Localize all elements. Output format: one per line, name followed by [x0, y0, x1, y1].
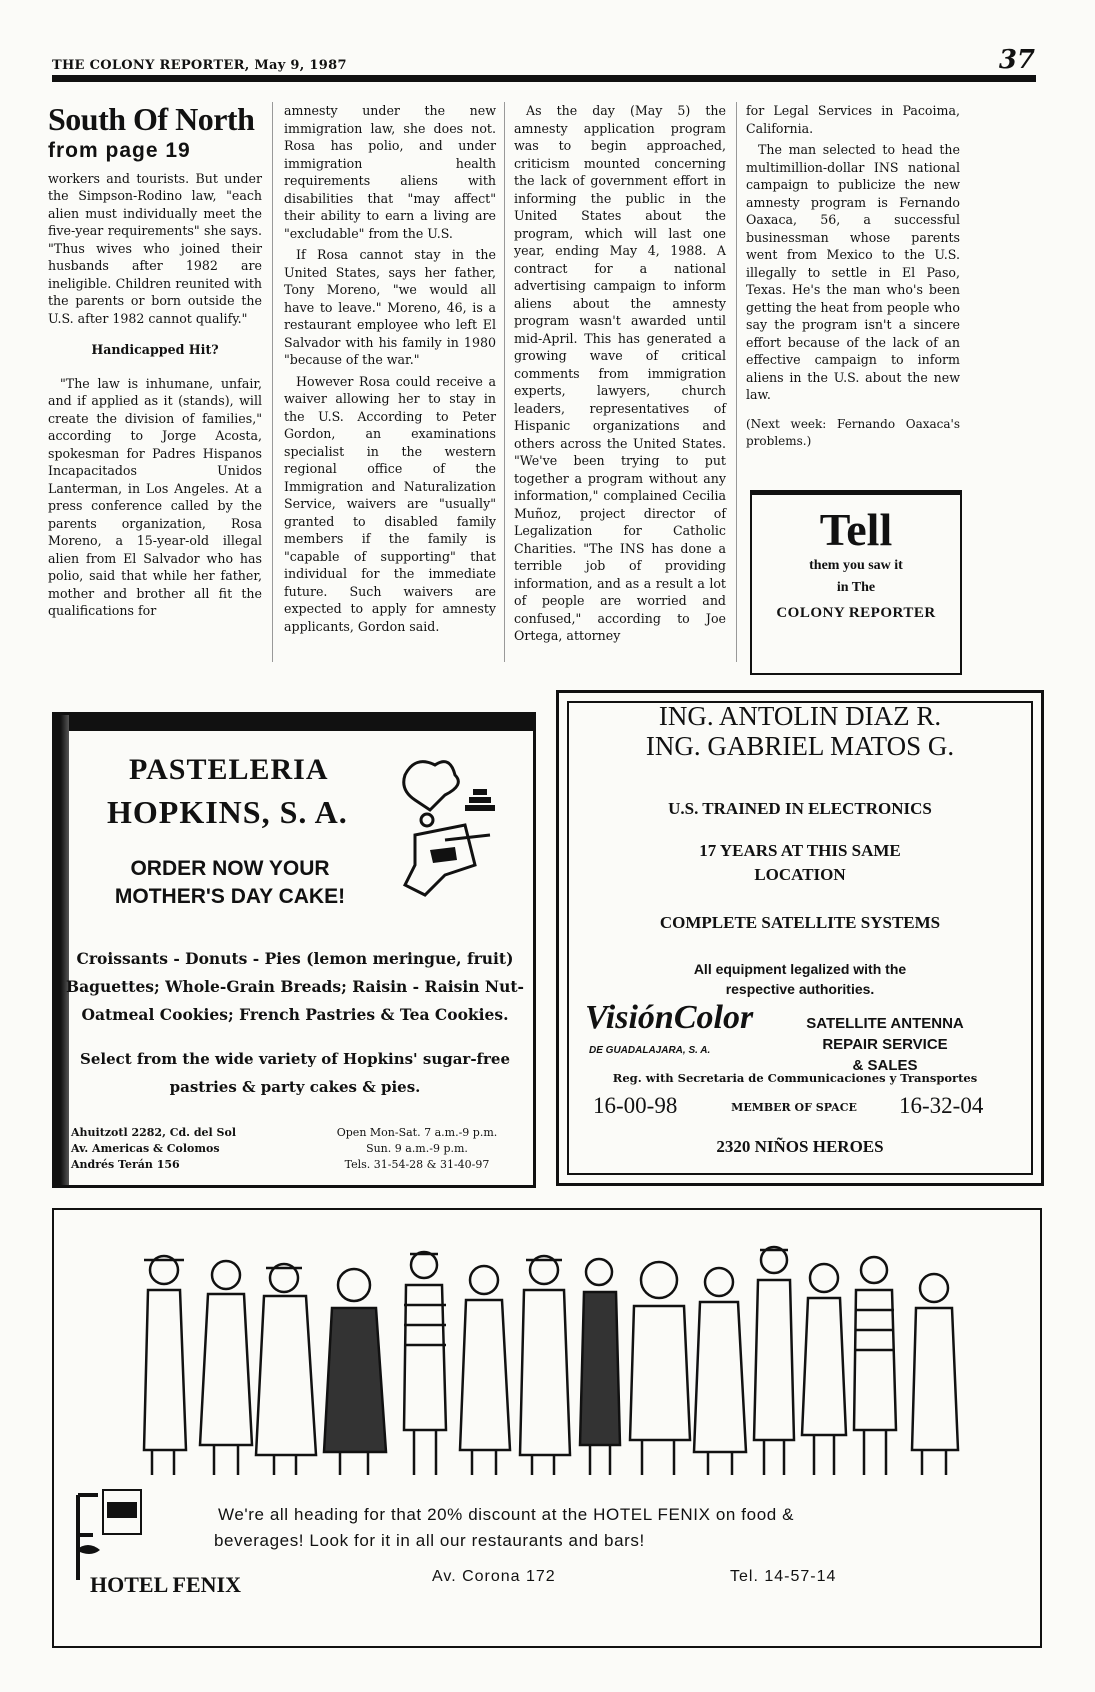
figure-icon	[404, 1252, 446, 1475]
visioncolor-subtitle: DE GUADALAJARA, S. A.	[589, 1045, 711, 1056]
figure-icon	[580, 1259, 620, 1475]
paragraph: for Legal Services in Pacoima, California.	[746, 103, 960, 136]
figure-icon	[754, 1247, 794, 1475]
figure-icon	[324, 1269, 386, 1475]
bakery-name-line-1: PASTELERIA	[129, 753, 329, 786]
service-block	[785, 1013, 985, 1076]
figure-icon	[802, 1264, 846, 1475]
electronics-ad	[556, 690, 1044, 1186]
figure-icon	[630, 1262, 690, 1475]
article-column-3	[514, 102, 726, 649]
select-line-2: pastries & party cakes & pies.	[169, 1078, 421, 1096]
column-divider	[272, 102, 273, 662]
article-column-1	[48, 102, 262, 624]
column-divider	[504, 102, 505, 662]
continued-from: from page 19	[48, 139, 191, 162]
trained-line: U.S. TRAINED IN ELECTRONICS	[668, 799, 932, 818]
product-line: Oatmeal Cookies; French Pastries & Tea Cookies.	[81, 1005, 509, 1024]
figure-icon	[460, 1266, 510, 1475]
phone-number-2: 16-32-04	[899, 1093, 984, 1118]
tell-line-2: in The	[836, 580, 876, 595]
running-header: THE COLONY REPORTER, May 9, 1987	[52, 58, 347, 73]
service-line: REPAIR SERVICE	[822, 1036, 948, 1053]
promo-line-1: We're all heading for that 20% discount at the HOTEL FENIX on food &	[218, 1505, 795, 1524]
bakery-addresses	[71, 1125, 236, 1173]
address-line: Av. Americas & Colomos	[71, 1142, 220, 1155]
next-week-note: (Next week: Fernando Oaxaca's problems.)	[746, 416, 960, 448]
years-line-2: LOCATION	[754, 865, 846, 884]
satellite-line: COMPLETE SATELLITE SYSTEMS	[659, 913, 941, 932]
hotel-fenix-ad	[52, 1208, 1042, 1648]
hours-line: Open Mon-Sat. 7 a.m.-9 p.m.	[336, 1126, 498, 1139]
header-rule	[52, 75, 1036, 82]
membership-line: MEMBER OF SPACE	[731, 1101, 857, 1114]
address-line: Ahuitzotl 2282, Cd. del Sol	[71, 1126, 236, 1139]
paragraph: The man selected to head the multimillion-dollar INS national campaign to publicize the new amnesty program is Fernando Oaxaca, 56, a successful businessman whose parents went from Mexico to the U.S. illegally to settle in El Paso, Texas. He's the man who's been getting the heat from people who say the program isn't a sincere effort because of the lack of an effective campaign to inform aliens in the U.S. about the new law.	[746, 142, 960, 402]
ad-border-bar	[55, 715, 533, 731]
figure-icon	[854, 1257, 896, 1475]
hotel-promo-text	[214, 1502, 795, 1554]
figure-icon	[256, 1264, 316, 1475]
product-list	[65, 945, 525, 1029]
figure-icon	[144, 1256, 186, 1475]
paragraph: "The law is inhumane, unfair, and if applied as it (stands), will create the division of families," according to Jorge Acosta, spokesman for Padres Hispanos Incapacitados Unidos Lanterman, in Los Angeles. At a press conference called by the parents organization, Rosa Moreno, a 15-year-old illegal alien from El Salvador who has polio, said that while her father, mother and brother all fit the qualifications for	[48, 375, 262, 618]
service-line: & SALES	[852, 1057, 918, 1074]
bakery-title	[107, 749, 348, 833]
article-column-4	[746, 102, 960, 451]
order-callout	[95, 855, 365, 911]
tell-line-1: them you saw it	[809, 558, 903, 573]
product-line: Baguettes; Whole-Grain Breads; Raisin - Raisin Nut-	[66, 977, 524, 996]
paragraph: amnesty under the new immigration law, she does not. Rosa has polio, and under immigration health requirements aliens with disabilities that "may affect" their ability to earn a living are "excludable" from the U.S.	[284, 103, 496, 241]
paragraph: However Rosa could receive a waiver allowing her to stay in the U.S. According to Peter Gordon, an examinations specialist in the western regional office of the Immigration and Naturalization Service, waivers are "usually" granted to disabled family members if the family is "capable of supporting" that individual for the immediate future. Such waivers are expected to apply for amnesty applicants, Gordon said.	[284, 373, 496, 634]
years-line-1: 17 YEARS AT THIS SAME	[699, 841, 901, 860]
shop-address: 2320 NIÑOS HEROES	[716, 1137, 884, 1156]
hours-line: Tels. 31-54-28 & 31-40-97	[344, 1158, 490, 1171]
engineer-name-2: ING. GABRIEL MATOS G.	[645, 731, 955, 761]
subhead: Handicapped Hit?	[91, 342, 219, 357]
column-divider	[736, 102, 737, 662]
tell-word: Tell	[819, 504, 893, 555]
equipment-line-2: respective authorities.	[725, 981, 875, 997]
sugar-free-note	[65, 1045, 525, 1101]
hotel-address: Av. Corona 172	[432, 1568, 556, 1585]
registration-line: Reg. with Secretaria de Communicaciones y Transportes	[612, 1071, 978, 1085]
order-line-2: MOTHER'S DAY CAKE!	[114, 885, 346, 908]
address-line: Andrés Terán 156	[71, 1158, 180, 1171]
article-column-2	[284, 102, 496, 639]
hotel-logo-name: HOTEL FENIX	[90, 1572, 241, 1597]
product-line: Croissants - Donuts - Pies (lemon meringue, fruit)	[76, 949, 514, 968]
hours-line: Sun. 9 a.m.-9 p.m.	[366, 1142, 468, 1155]
promo-line-2: beverages! Look for it in all our restaurants and bars!	[214, 1531, 645, 1550]
figure-icon	[200, 1261, 252, 1475]
figure-icon	[694, 1268, 746, 1475]
paragraph: As the day (May 5) the amnesty application program was to begin approached, criticism mounted concerning the lack of government effort in informing the public in the United States about the program, which will last one year, ending May 4, 1988. A contract for a national advertising campaign to inform aliens about the amnesty program wasn't awarded until mid-April. This has generated a growing wave of critical comments from immigration experts, lawyers, church leaders, representatives of Hispanic organizations and others across the United States. "We've been trying to put together a program without any information," complained Cecilia Muñoz, project director of Legalization for Catholic Charities. "The INS has done a terrible job of providing information, and as a result a lot of people are worried and confused," according to Joe Ortega, attorney	[514, 103, 726, 643]
engineer-name-1: ING. ANTOLIN DIAZ R.	[658, 701, 942, 731]
paragraph: If Rosa cannot stay in the United States, says her father, Tony Moreno, "we would all have to leave." Moreno, 46, is a restaurant employee who left El Salvador with his family in 1980 "because of the war."	[284, 247, 496, 367]
phone-number-1: 16-00-98	[593, 1093, 678, 1118]
chef-icon	[385, 755, 505, 905]
figure-icon	[912, 1274, 958, 1475]
crowd-illustration	[134, 1230, 994, 1490]
paragraph: workers and tourists. But under the Simpson-Rodino law, "each alien must individually meet the five-year requirements" she says. "Thus wives who joined their husbands after 1982 are ineligible. Children reunited with the parents or born outside the U.S. after 1982 cannot qualify."	[48, 170, 262, 326]
page-number: 37	[998, 45, 1035, 75]
order-line-1: ORDER NOW YOUR	[130, 857, 330, 880]
visioncolor-logo: VisiónColor	[585, 999, 754, 1036]
bakery-hours	[307, 1125, 527, 1173]
hotel-telephone: Tel. 14-57-14	[730, 1568, 837, 1585]
select-line-1: Select from the wide variety of Hopkins' sugar-free	[80, 1050, 510, 1068]
pasteleria-ad	[52, 712, 536, 1188]
figure-icon	[520, 1256, 570, 1475]
equipment-line-1: All equipment legalized with the	[693, 961, 907, 977]
tell-them-box	[750, 490, 962, 675]
tell-paper-name: COLONY REPORTER	[776, 605, 936, 621]
service-line: SATELLITE ANTENNA	[806, 1015, 964, 1032]
headline: South Of North	[48, 101, 255, 137]
bakery-name-line-2: HOPKINS, S. A.	[107, 794, 348, 830]
